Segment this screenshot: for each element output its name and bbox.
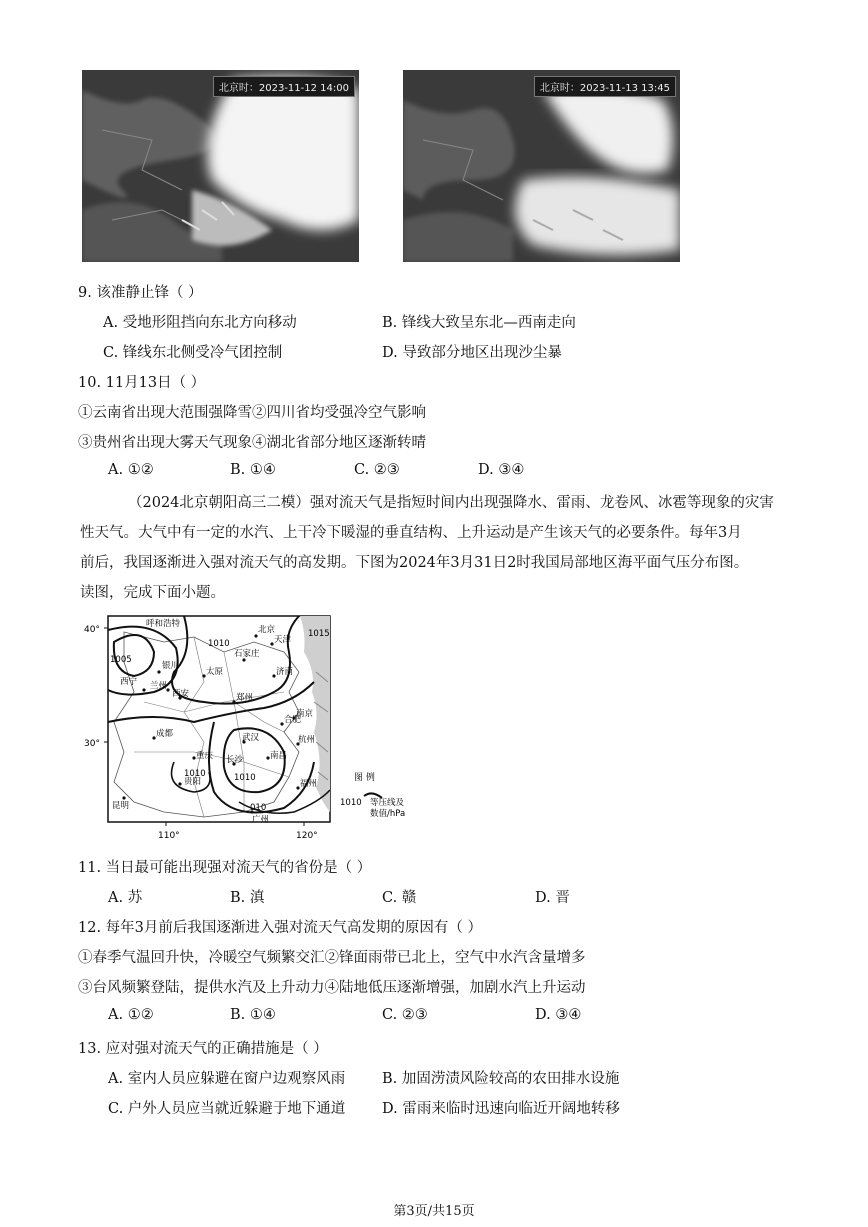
isobar-label: 1010 xyxy=(208,639,230,649)
city-label: 重庆 xyxy=(196,751,214,761)
city-label: 昆明 xyxy=(112,801,130,811)
latitude-30-label: 30° xyxy=(84,739,100,749)
city-label: 北京 xyxy=(258,625,276,635)
question-9-option-d[interactable]: D. 导致部分地区出现沙尘暴 xyxy=(382,345,562,361)
question-12-option-d[interactable]: D. ③④ xyxy=(535,1007,582,1023)
longitude-110-label: 110° xyxy=(158,831,180,841)
satellite-image-left xyxy=(82,70,359,262)
question-13-option-d[interactable]: D. 雷雨来临时迅速向临近开阔地转移 xyxy=(382,1101,620,1117)
question-13-option-c[interactable]: C. 户外人员应当就近躲避于地下通道 xyxy=(108,1101,346,1117)
city-label: 西宁 xyxy=(120,677,138,687)
city-label: 广州 xyxy=(252,815,270,825)
satellite-timestamp: 北京时：2023-11-13 13:45 xyxy=(534,76,676,97)
question-9-option-a[interactable]: A. 受地形阻挡向东北方向移动 xyxy=(103,315,297,331)
question-12-items-2: ③台风频繁登陆，提供水汽及上升动力④陆地低压逐渐增强，加剧水汽上升运动 xyxy=(78,980,586,996)
question-9-stem: 9. 该准静止锋（ ） xyxy=(78,285,203,301)
passage-line-4: 读图，完成下面小题。 xyxy=(80,585,225,601)
question-10-items-1: ①云南省出现大范围强降雪②四川省均受强冷空气影响 xyxy=(78,405,426,421)
city-label: 石家庄 xyxy=(234,649,260,659)
question-13-option-b[interactable]: B. 加固涝渍风险较高的农田排水设施 xyxy=(382,1071,620,1087)
latitude-40-label: 40° xyxy=(84,625,100,635)
city-label: 呼和浩特 xyxy=(146,619,181,629)
question-10-items-2: ③贵州省出现大雾天气现象④湖北省部分地区逐渐转晴 xyxy=(78,435,426,451)
question-10-stem: 10. 11月13日（ ） xyxy=(78,375,206,391)
isobar-label: 1005 xyxy=(110,655,132,665)
legend-value: 1010 xyxy=(340,798,362,808)
isobar-label: 1015 xyxy=(308,629,330,639)
longitude-120-label: 120° xyxy=(296,831,318,841)
question-10-option-a[interactable]: A. ①② xyxy=(108,462,154,478)
question-11-stem: 11. 当日最可能出现强对流天气的省份是（ ） xyxy=(78,860,372,876)
question-10-option-c[interactable]: C. ②③ xyxy=(354,462,400,478)
passage-line-3: 前后，我国逐渐进入强对流天气的高发期。下图为2024年3月31日2时我国局部地区海平面气压分布图。 xyxy=(80,555,749,571)
question-13-stem: 13. 应对强对流天气的正确措施是（ ） xyxy=(78,1041,328,1057)
city-label: 长沙 xyxy=(226,755,244,765)
isobar-label: 010 xyxy=(250,803,267,813)
city-label: 南京 xyxy=(296,709,314,719)
question-11-option-b[interactable]: B. 滇 xyxy=(230,890,265,906)
legend-title: 图 例 xyxy=(354,773,375,783)
city-label: 兰州 xyxy=(150,681,168,691)
isobar-label: 1010 xyxy=(234,773,256,783)
question-11-option-c[interactable]: C. 赣 xyxy=(382,890,417,906)
city-label: 天津 xyxy=(274,635,292,645)
city-label: 成都 xyxy=(156,729,174,739)
question-12-option-a[interactable]: A. ①② xyxy=(108,1007,154,1023)
question-12-stem: 12. 每年3月前后我国逐渐进入强对流天气高发期的原因有（ ） xyxy=(78,920,483,936)
city-label: 西安 xyxy=(172,689,190,699)
isobar-label: 1010 xyxy=(184,769,206,779)
passage-line-2: 性天气。大气中有一定的水汽、上干冷下暖湿的垂直结构、上升运动是产生该天气的必要条件。每年3月 xyxy=(80,525,742,541)
question-11-option-a[interactable]: A. 苏 xyxy=(108,890,143,906)
city-label: 武汉 xyxy=(242,733,260,743)
city-label: 银川 xyxy=(162,661,180,671)
legend-desc-2: 数值/hPa xyxy=(370,809,406,819)
question-11-option-d[interactable]: D. 晋 xyxy=(535,890,570,906)
question-12-option-c[interactable]: C. ②③ xyxy=(382,1007,428,1023)
city-label: 太原 xyxy=(206,667,224,677)
city-label: 南昌 xyxy=(270,751,288,761)
city-label: 杭州 xyxy=(298,735,316,745)
city-label: 济南 xyxy=(276,667,294,677)
passage-line-1: （2024北京朝阳高三二模）强对流天气是指短时间内出现强降水、雷雨、龙卷风、冰雹等现象的灾害 xyxy=(128,495,774,511)
city-label: 福州 xyxy=(300,779,318,789)
question-9-option-c[interactable]: C. 锋线东北侧受冷气团控制 xyxy=(103,345,283,361)
satellite-image-right xyxy=(403,70,680,262)
question-9-option-b[interactable]: B. 锋线大致呈东北—西南走向 xyxy=(382,315,576,331)
legend-desc-1: 等压线及 xyxy=(370,798,405,808)
page-number: 第3页/共15页 xyxy=(393,1204,475,1219)
question-12-option-b[interactable]: B. ①④ xyxy=(230,1007,276,1023)
satellite-timestamp: 北京时：2023-11-12 14:00 xyxy=(213,76,355,97)
question-10-option-d[interactable]: D. ③④ xyxy=(478,462,525,478)
city-label: 郑州 xyxy=(236,693,254,703)
city-label: 贵阳 xyxy=(184,777,202,787)
question-10-option-b[interactable]: B. ①④ xyxy=(230,462,276,478)
question-12-items-1: ①春季气温回升快，冷暖空气频繁交汇②锋面雨带已北上，空气中水汽含量增多 xyxy=(78,950,586,966)
question-13-option-a[interactable]: A. 室内人员应躲避在窗户边观察风雨 xyxy=(108,1071,346,1087)
city-label: 合肥 xyxy=(284,715,302,725)
isobar-map xyxy=(84,612,422,844)
